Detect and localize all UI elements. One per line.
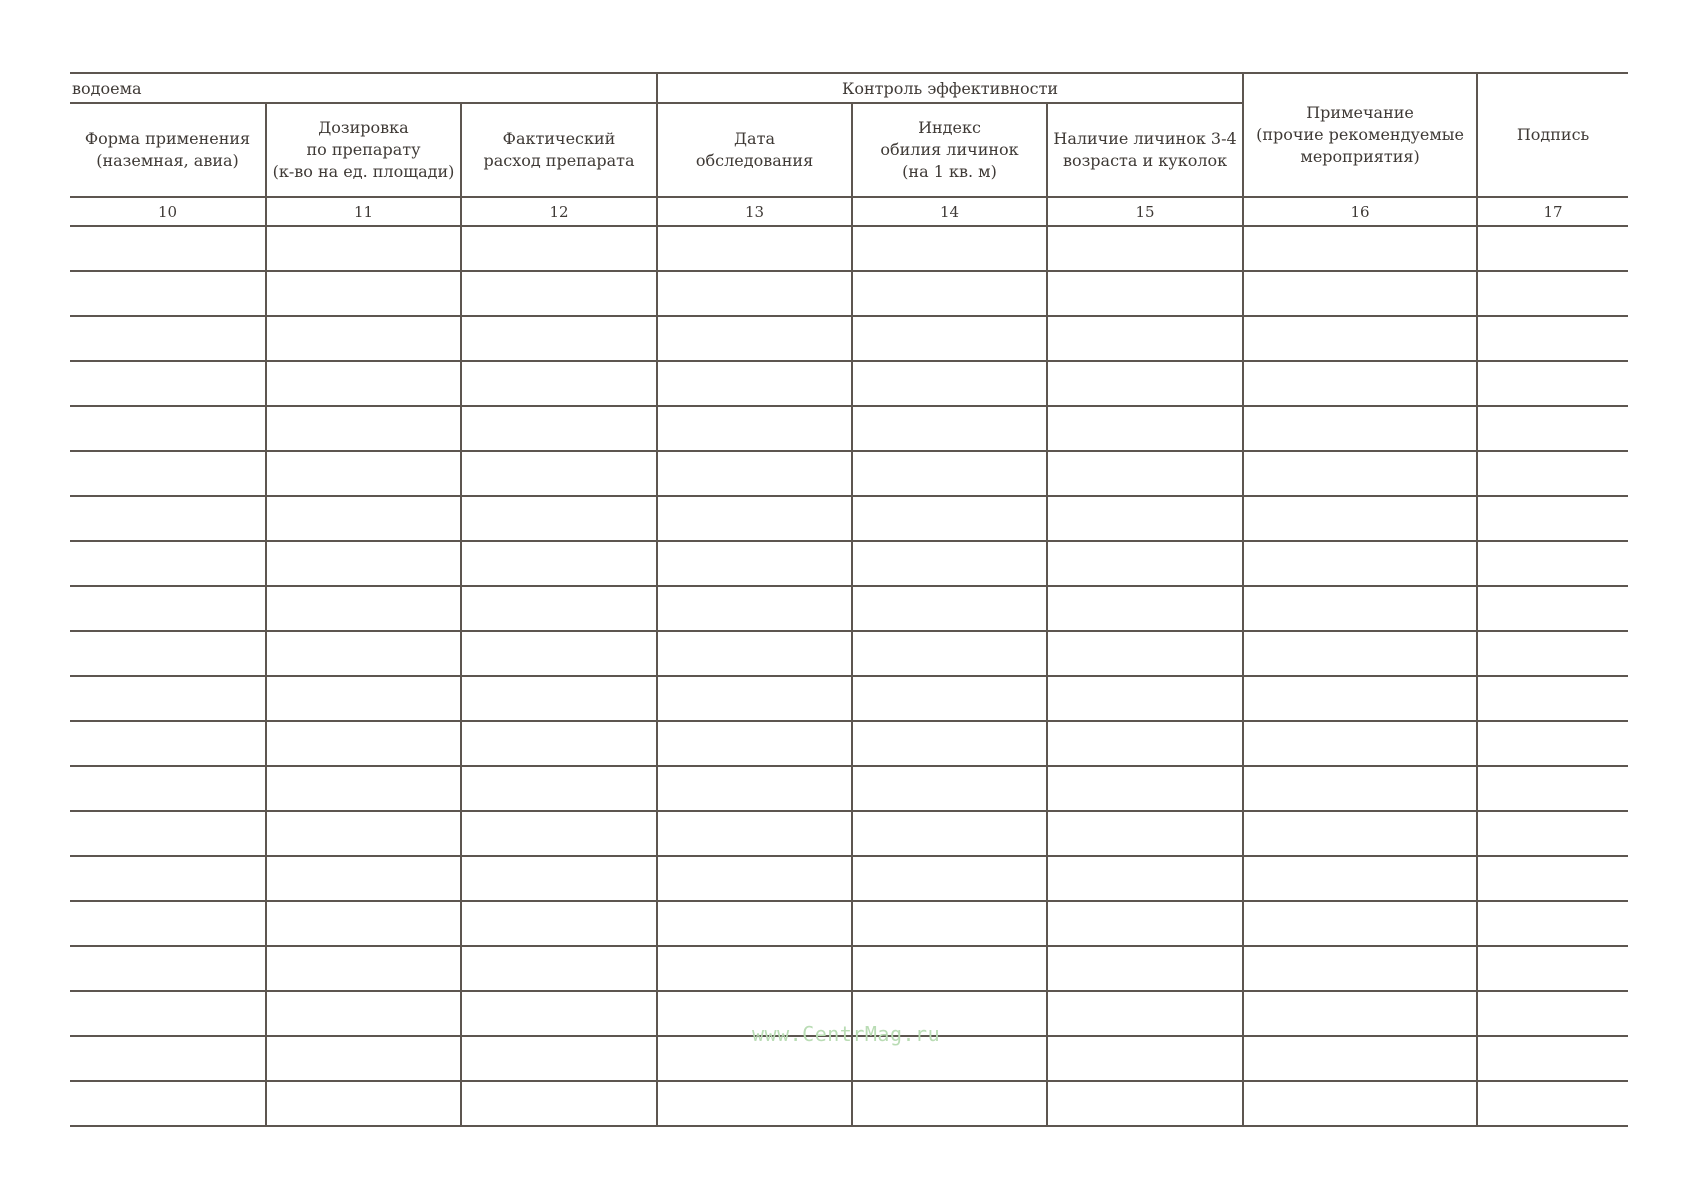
table-cell[interactable]	[461, 406, 657, 451]
table-cell[interactable]	[657, 361, 852, 406]
table-cell[interactable]	[70, 721, 266, 766]
table-cell[interactable]	[657, 496, 852, 541]
table-cell[interactable]	[852, 901, 1047, 946]
table-cell[interactable]	[657, 271, 852, 316]
table-cell[interactable]	[266, 586, 461, 631]
table-cell[interactable]	[1477, 856, 1628, 901]
table-cell[interactable]	[852, 811, 1047, 856]
table-row	[70, 541, 1628, 586]
column-header-signature	[1477, 73, 1628, 197]
table-row	[70, 1081, 1628, 1126]
table-cell[interactable]	[1047, 361, 1243, 406]
table-cell[interactable]	[852, 631, 1047, 676]
table-cell[interactable]	[852, 271, 1047, 316]
table-cell[interactable]	[1047, 766, 1243, 811]
table-cell[interactable]	[1477, 946, 1628, 991]
table-cell[interactable]	[852, 946, 1047, 991]
header-line: (на 1 кв. м)	[902, 162, 997, 181]
table-cell[interactable]	[266, 316, 461, 361]
table-cell[interactable]	[70, 676, 266, 721]
table-cell[interactable]	[461, 541, 657, 586]
table-row	[70, 361, 1628, 406]
table-cell[interactable]	[1047, 316, 1243, 361]
table-cell[interactable]	[1243, 856, 1477, 901]
table-cell[interactable]	[1477, 766, 1628, 811]
table-cell[interactable]	[70, 991, 266, 1036]
column-header-actual-consumption	[461, 103, 657, 197]
column-header-application-form	[70, 103, 266, 197]
table-cell[interactable]	[1477, 316, 1628, 361]
table-cell[interactable]	[1243, 451, 1477, 496]
table-cell[interactable]	[657, 901, 852, 946]
table-cell[interactable]	[1243, 271, 1477, 316]
column-header-larvae-index	[852, 103, 1047, 197]
header-line: по препарату	[306, 140, 421, 159]
table-row	[70, 406, 1628, 451]
table-cell[interactable]	[1477, 901, 1628, 946]
table-cell[interactable]	[461, 676, 657, 721]
table-cell[interactable]	[266, 856, 461, 901]
table-cell[interactable]	[657, 226, 852, 271]
table-cell[interactable]	[1243, 721, 1477, 766]
table-cell[interactable]	[266, 361, 461, 406]
table-cell[interactable]	[1047, 541, 1243, 586]
table-row	[70, 316, 1628, 361]
table-cell[interactable]	[1477, 361, 1628, 406]
header-line: Подпись	[1516, 125, 1590, 144]
table-cell[interactable]	[70, 496, 266, 541]
table-cell[interactable]	[70, 946, 266, 991]
table-cell[interactable]	[461, 1036, 657, 1081]
table-cell[interactable]	[1243, 541, 1477, 586]
table-cell[interactable]	[461, 361, 657, 406]
table-row	[70, 676, 1628, 721]
table-cell[interactable]	[461, 811, 657, 856]
table-cell[interactable]	[70, 856, 266, 901]
table-cell[interactable]	[1477, 541, 1628, 586]
table-row	[70, 856, 1628, 901]
table-cell[interactable]	[1047, 496, 1243, 541]
table-cell[interactable]	[70, 451, 266, 496]
header-line: Примечание	[1306, 103, 1414, 122]
table-cell[interactable]	[1243, 946, 1477, 991]
table-cell[interactable]	[657, 1081, 852, 1126]
table-cell[interactable]	[266, 766, 461, 811]
table-cell[interactable]	[1047, 811, 1243, 856]
journal-table	[70, 72, 1628, 1127]
table-cell[interactable]	[266, 901, 461, 946]
table-cell[interactable]	[852, 856, 1047, 901]
table-cell[interactable]	[1477, 991, 1628, 1036]
table-cell[interactable]	[852, 316, 1047, 361]
header-line: Дата	[734, 129, 775, 148]
table-cell[interactable]	[266, 946, 461, 991]
table-cell[interactable]	[461, 721, 657, 766]
table-cell[interactable]	[1243, 406, 1477, 451]
table-cell[interactable]	[266, 721, 461, 766]
table-cell[interactable]	[1047, 271, 1243, 316]
column-number: 13	[657, 197, 852, 226]
table-cell[interactable]	[461, 631, 657, 676]
table-cell[interactable]	[70, 541, 266, 586]
table-cell[interactable]	[266, 991, 461, 1036]
column-number: 11	[266, 197, 461, 226]
table-cell[interactable]	[852, 226, 1047, 271]
table-cell[interactable]	[266, 811, 461, 856]
table-cell[interactable]	[266, 676, 461, 721]
table-cell[interactable]	[1477, 811, 1628, 856]
table-cell[interactable]	[1047, 901, 1243, 946]
table-row	[70, 946, 1628, 991]
table-cell[interactable]	[1477, 496, 1628, 541]
table-cell[interactable]	[70, 586, 266, 631]
table-row	[70, 586, 1628, 631]
table-cell[interactable]	[461, 856, 657, 901]
table-cell[interactable]	[266, 496, 461, 541]
table-cell[interactable]	[852, 676, 1047, 721]
table-cell[interactable]	[657, 631, 852, 676]
table-cell[interactable]	[1047, 1081, 1243, 1126]
table-cell[interactable]	[461, 991, 657, 1036]
table-cell[interactable]	[70, 316, 266, 361]
table-cell[interactable]	[852, 766, 1047, 811]
table-cell[interactable]	[1477, 226, 1628, 271]
table-cell[interactable]	[852, 1081, 1047, 1126]
table-cell[interactable]	[657, 586, 852, 631]
header-line: (к-во на ед. площади)	[272, 162, 455, 181]
table-cell[interactable]	[266, 631, 461, 676]
table-cell[interactable]	[461, 586, 657, 631]
table-row	[70, 226, 1628, 271]
group-header-reservoir: водоема	[70, 73, 657, 103]
table-row	[70, 811, 1628, 856]
table-cell[interactable]	[657, 946, 852, 991]
table-cell[interactable]	[266, 451, 461, 496]
table-cell[interactable]	[266, 226, 461, 271]
header-line: Индекс	[918, 118, 981, 137]
table-cell[interactable]	[657, 676, 852, 721]
table-cell[interactable]	[1477, 1081, 1628, 1126]
table-cell[interactable]	[852, 586, 1047, 631]
table-cell[interactable]	[266, 406, 461, 451]
table-cell[interactable]	[852, 361, 1047, 406]
table-cell[interactable]	[852, 451, 1047, 496]
table-cell[interactable]	[1047, 676, 1243, 721]
group-header-control: Контроль эффективности	[657, 73, 1243, 103]
table-cell[interactable]	[657, 451, 852, 496]
table-cell[interactable]	[1047, 721, 1243, 766]
table-cell[interactable]	[70, 766, 266, 811]
header-line: (прочие рекомендуемые	[1256, 125, 1464, 144]
table-cell[interactable]	[1243, 496, 1477, 541]
table-cell[interactable]	[70, 271, 266, 316]
header-line: мероприятия)	[1300, 147, 1420, 166]
table-cell[interactable]	[657, 406, 852, 451]
table-row	[70, 496, 1628, 541]
column-number: 14	[852, 197, 1047, 226]
column-header-note	[1243, 73, 1477, 197]
column-number-row	[70, 197, 1628, 226]
header-line: обследования	[695, 151, 814, 170]
table-cell[interactable]	[70, 811, 266, 856]
table-cell[interactable]	[1477, 631, 1628, 676]
table-cell[interactable]	[1243, 901, 1477, 946]
table-cell[interactable]	[1477, 451, 1628, 496]
table-cell[interactable]	[1243, 811, 1477, 856]
table-cell[interactable]	[266, 1081, 461, 1126]
table-row	[70, 451, 1628, 496]
table-cell[interactable]	[1243, 766, 1477, 811]
table-cell[interactable]	[1047, 631, 1243, 676]
table-cell[interactable]	[1047, 856, 1243, 901]
table-cell[interactable]	[461, 226, 657, 271]
table-row	[70, 631, 1628, 676]
table-cell[interactable]	[266, 541, 461, 586]
table-cell[interactable]	[1243, 316, 1477, 361]
table-cell[interactable]	[1477, 676, 1628, 721]
group-header-row	[70, 73, 1628, 103]
table-cell[interactable]	[1477, 721, 1628, 766]
table-cell[interactable]	[1243, 1036, 1477, 1081]
header-line: Форма применения	[84, 129, 251, 148]
header-line: расход препарата	[483, 151, 635, 170]
journal-body	[70, 226, 1628, 1126]
table-cell[interactable]	[1477, 406, 1628, 451]
table-cell[interactable]	[266, 271, 461, 316]
table-cell[interactable]	[70, 631, 266, 676]
table-row	[70, 271, 1628, 316]
table-cell[interactable]	[1047, 946, 1243, 991]
table-cell[interactable]	[266, 1036, 461, 1081]
header-line: (наземная, авиа)	[96, 151, 239, 170]
table-cell[interactable]	[461, 271, 657, 316]
header-line: Дозировка	[318, 118, 409, 137]
table-cell[interactable]	[70, 1036, 266, 1081]
header-line: возраста и куколок	[1062, 151, 1228, 170]
table-cell[interactable]	[1477, 271, 1628, 316]
table-cell[interactable]	[70, 226, 266, 271]
table-cell[interactable]	[1047, 1036, 1243, 1081]
table-cell[interactable]	[70, 406, 266, 451]
column-header-larvae-presence	[1047, 103, 1243, 197]
table-cell[interactable]	[657, 721, 852, 766]
table-cell[interactable]	[70, 1081, 266, 1126]
table-cell[interactable]	[1047, 451, 1243, 496]
table-cell[interactable]	[852, 406, 1047, 451]
column-header-dosage	[266, 103, 461, 197]
table-cell[interactable]	[461, 451, 657, 496]
column-number: 16	[1243, 197, 1477, 226]
table-row	[70, 721, 1628, 766]
table-cell[interactable]	[461, 1081, 657, 1126]
table-cell[interactable]	[1047, 586, 1243, 631]
table-cell[interactable]	[852, 721, 1047, 766]
table-cell[interactable]	[657, 811, 852, 856]
table-cell[interactable]	[1243, 361, 1477, 406]
table-row	[70, 901, 1628, 946]
table-cell[interactable]	[657, 541, 852, 586]
table-cell[interactable]	[852, 496, 1047, 541]
table-cell[interactable]	[461, 901, 657, 946]
table-cell[interactable]	[657, 766, 852, 811]
table-cell[interactable]	[1243, 586, 1477, 631]
table-cell[interactable]	[852, 541, 1047, 586]
table-cell[interactable]	[461, 946, 657, 991]
column-number: 17	[1477, 197, 1628, 226]
table-cell[interactable]	[1477, 586, 1628, 631]
table-cell[interactable]	[461, 316, 657, 361]
header-line: Наличие личинок 3-4	[1053, 129, 1237, 148]
watermark: www.CentrMag.ru	[752, 1022, 941, 1046]
table-cell[interactable]	[1243, 226, 1477, 271]
table-cell[interactable]	[70, 361, 266, 406]
table-cell[interactable]	[1243, 1081, 1477, 1126]
table-cell[interactable]	[1047, 226, 1243, 271]
table-cell[interactable]	[1477, 1036, 1628, 1081]
header-line: Фактический	[502, 129, 616, 148]
column-header-survey-date	[657, 103, 852, 197]
table-cell[interactable]	[657, 856, 852, 901]
table-cell[interactable]	[461, 766, 657, 811]
table-cell[interactable]	[1243, 676, 1477, 721]
table-cell[interactable]	[70, 901, 266, 946]
table-cell[interactable]	[1243, 631, 1477, 676]
column-number: 10	[70, 197, 266, 226]
table-cell[interactable]	[1243, 991, 1477, 1036]
table-cell[interactable]	[1047, 406, 1243, 451]
header-line: обилия личинок	[880, 140, 1019, 159]
table-cell[interactable]	[1047, 991, 1243, 1036]
table-row	[70, 766, 1628, 811]
table-cell[interactable]	[461, 496, 657, 541]
column-number: 12	[461, 197, 657, 226]
column-number: 15	[1047, 197, 1243, 226]
table-cell[interactable]	[657, 316, 852, 361]
